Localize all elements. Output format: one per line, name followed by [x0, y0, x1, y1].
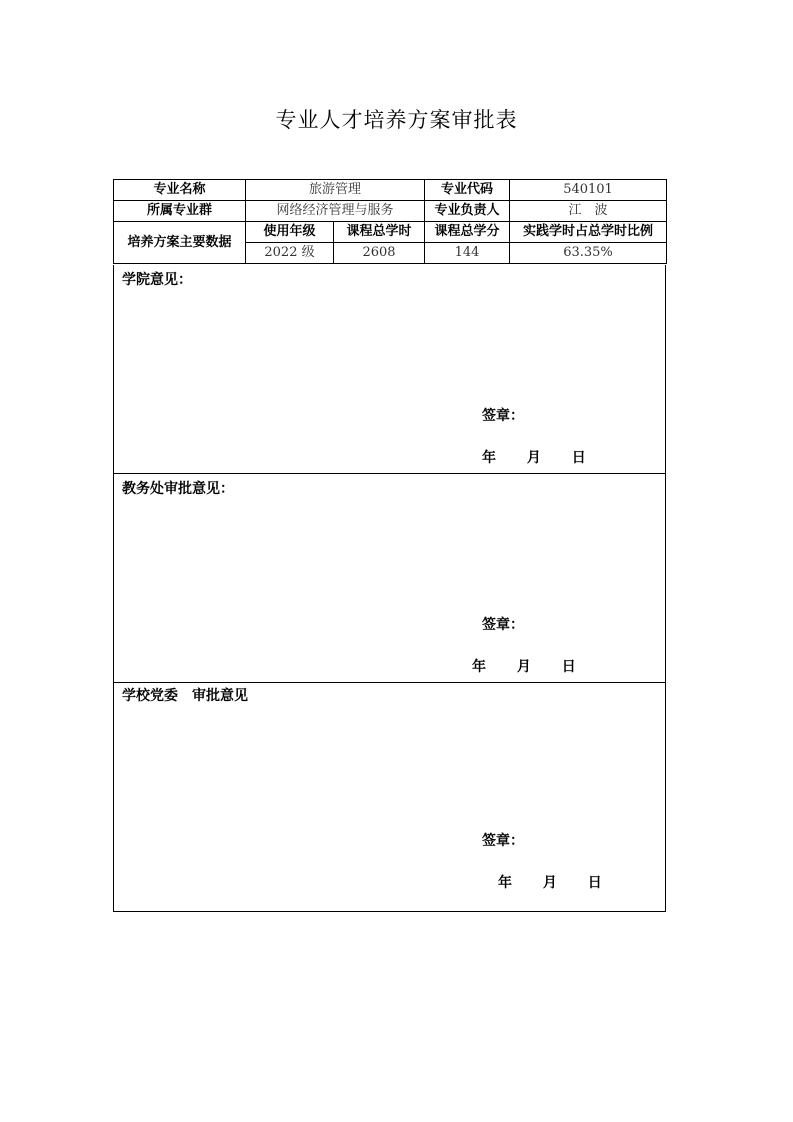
signature-label: 签章：	[482, 617, 524, 633]
section-label: 学校党委 审批意见	[122, 688, 248, 704]
group-value: 网络经济管理与服务	[246, 201, 425, 222]
page-title: 专业人才培养方案审批表	[275, 108, 518, 132]
info-table	[113, 179, 667, 264]
date-month: 月	[516, 659, 531, 675]
major-code-value: 540101	[510, 180, 667, 201]
table-row	[114, 222, 667, 243]
party-committee-section	[113, 683, 666, 912]
date-month: 月	[542, 875, 557, 891]
date-line	[498, 872, 602, 892]
ratio-value: 63.35%	[510, 243, 667, 264]
table-row	[114, 180, 667, 201]
date-month: 月	[526, 450, 541, 466]
major-name-label: 专业名称	[114, 180, 246, 201]
leader-label: 专业负责人	[425, 201, 510, 222]
date-year: 年	[472, 659, 486, 675]
hours-value: 2608	[334, 243, 425, 264]
credits-value: 144	[425, 243, 510, 264]
signature-label: 签章：	[482, 833, 524, 849]
credits-label: 课程总学分	[425, 222, 510, 243]
hours-label: 课程总学时	[334, 222, 425, 243]
leader-value: 江 波	[510, 201, 667, 222]
major-name-value: 旅游管理	[246, 180, 425, 201]
date-day: 日	[561, 659, 576, 675]
date-day: 日	[571, 450, 586, 466]
signature-label: 签章：	[482, 408, 524, 424]
section-label: 教务处审批意见：	[122, 481, 234, 497]
date-year: 年	[482, 450, 496, 466]
section-label: 学院意见：	[122, 272, 192, 288]
major-code-label: 专业代码	[425, 180, 510, 201]
academic-affairs-section	[113, 474, 666, 683]
date-year: 年	[498, 875, 512, 891]
college-opinion-section	[113, 265, 666, 474]
date-line	[482, 447, 586, 467]
table-row	[114, 201, 667, 222]
ratio-label: 实践学时占总学时比例	[510, 222, 667, 243]
group-label: 所属专业群	[114, 201, 246, 222]
data-label: 培养方案主要数据	[114, 222, 246, 264]
date-line	[472, 656, 576, 676]
year-label: 使用年级	[246, 222, 334, 243]
date-day: 日	[587, 875, 602, 891]
year-value: 2022 级	[246, 243, 334, 264]
